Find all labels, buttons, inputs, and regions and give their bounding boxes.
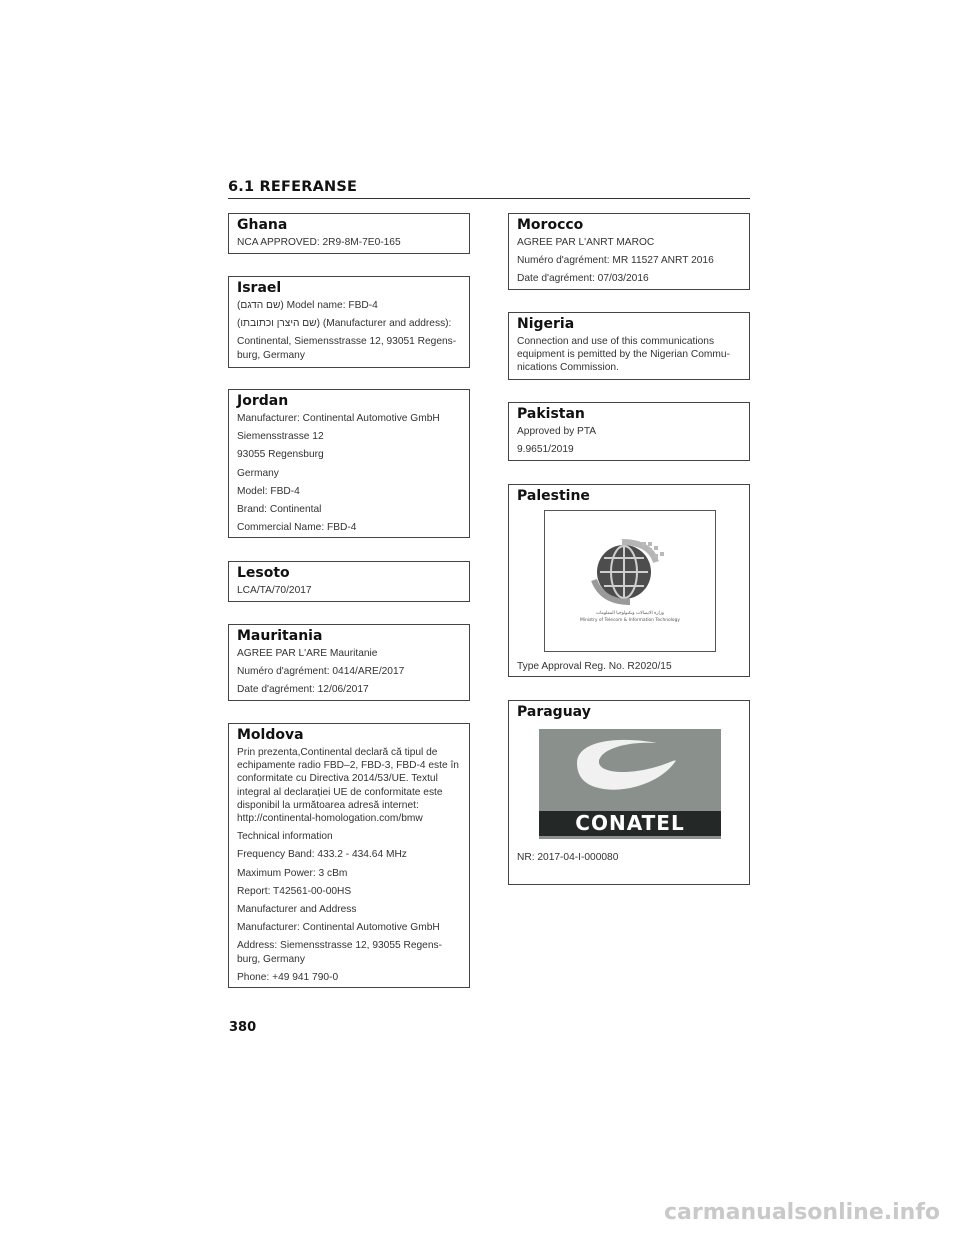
jordan-box — [228, 389, 470, 538]
pakistan-line: Approved by PTA — [517, 426, 597, 437]
morocco-box — [508, 213, 750, 290]
pakistan-title: Pakistan — [517, 406, 585, 422]
moldova-title: Moldova — [237, 727, 304, 743]
palestine-box — [508, 484, 750, 677]
logo-caption-arabic: وزارة الاتصالات وتكنولوجيا المعلومات — [596, 611, 664, 616]
lesoto-title: Lesoto — [237, 565, 290, 581]
moldova-line: Frequency Band: 433.2 - 434.64 MHz — [237, 849, 407, 861]
jordan-line: Commercial Name: FBD-4 — [237, 522, 357, 534]
morocco-line: AGREE PAR L'ANRT MAROC — [517, 237, 655, 248]
paraguay-box — [508, 700, 750, 885]
moldova-line: Phone: +49 941 790-0 — [237, 971, 339, 983]
palestine-title: Palestine — [517, 488, 590, 504]
pakistan-line: 9.9651/2019 — [517, 444, 574, 456]
moldova-line: Manufacturer: Continental Automotive GmbH — [237, 922, 440, 934]
nigeria-box — [508, 312, 750, 380]
israel-title: Israel — [237, 280, 282, 296]
section-header — [228, 178, 750, 199]
lesoto-line: LCA/TA/70/2017 — [237, 585, 312, 596]
jordan-title: Jordan — [237, 393, 289, 409]
jordan-line: Germany — [237, 467, 279, 479]
section-title: 6.1 REFERANSE — [228, 179, 358, 195]
paraguay-reg: NR: 2017-04-I-000080 — [517, 852, 619, 863]
morocco-line: Date d'agrément: 07/03/2016 — [517, 273, 649, 285]
ministry-logo — [544, 510, 716, 652]
jordan-line: Siemensstrasse 12 — [237, 431, 324, 443]
moldova-line: Technical information — [237, 831, 333, 843]
moldova-line: Report: T42561-00-00HS — [237, 885, 352, 897]
moldova-line: Address: Siemensstrasse 12, 93055 Regens-burg, Germany — [237, 940, 442, 965]
moldova-line: Prin prezenta,Continental declară că tipul de echipamente radio FBD–2, FBD-3, FBD-4 este în conformitate cu Directiva 2014/53/UE. Textul integral al declarației UE de conformitate este disponibil la următoarea adresă internet: http://continental-homologation.com/bmw — [237, 747, 459, 825]
morocco-line: Numéro d'agrément: MR 11527 ANRT 2016 — [517, 255, 714, 267]
conatel-logo — [539, 729, 721, 839]
israel-line: (שם היצרן וכתובתו) (Manufacturer and address): — [237, 318, 452, 330]
morocco-title: Morocco — [517, 217, 584, 233]
conatel-emblem-icon — [539, 729, 721, 809]
ghana-box — [228, 213, 470, 254]
page-number: 380 — [229, 1020, 257, 1035]
jordan-line: Model: FBD-4 — [237, 485, 300, 497]
israel-line: Continental, Siemensstrasse 12, 93051 Regens-burg, Germany — [237, 336, 457, 361]
jordan-line: Brand: Continental — [237, 504, 322, 516]
moldova-line: Manufacturer and Address — [237, 904, 357, 916]
palestine-reg: Type Approval Reg. No. R2020/15 — [517, 661, 672, 672]
mauritania-line: AGREE PAR L'ARE Mauritanie — [237, 648, 378, 659]
israel-box — [228, 276, 470, 368]
jordan-line: Manufacturer: Continental Automotive GmbH — [237, 413, 440, 424]
nigeria-line: Connection and use of this communications equipment is pemitted by the Nigerian Commu-nications Commission. — [517, 336, 730, 374]
israel-line: (שם הדגם) Model name: FBD-4 — [237, 300, 378, 311]
mauritania-title: Mauritania — [237, 628, 323, 644]
paraguay-title: Paraguay — [517, 704, 591, 720]
mauritania-line: Date d'agrément: 12/06/2017 — [237, 684, 369, 696]
mauritania-line: Numéro d'agrément: 0414/ARE/2017 — [237, 666, 405, 678]
nigeria-title: Nigeria — [517, 316, 575, 332]
conatel-wordmark: CONATEL — [539, 811, 721, 836]
ghana-title: Ghana — [237, 217, 288, 233]
ghana-line: NCA APPROVED: 2R9-8M-7E0-165 — [237, 237, 401, 248]
pakistan-box — [508, 402, 750, 461]
moldova-line: Maximum Power: 3 cBm — [237, 867, 348, 879]
globe-icon — [570, 536, 690, 626]
jordan-line: 93055 Regensburg — [237, 449, 324, 461]
mauritania-box — [228, 624, 470, 701]
lesoto-box — [228, 561, 470, 602]
moldova-box — [228, 723, 470, 988]
watermark: carmanualsonline.info — [664, 1200, 940, 1225]
logo-caption-english: Ministry of Telecom & Information Technology — [580, 618, 680, 623]
